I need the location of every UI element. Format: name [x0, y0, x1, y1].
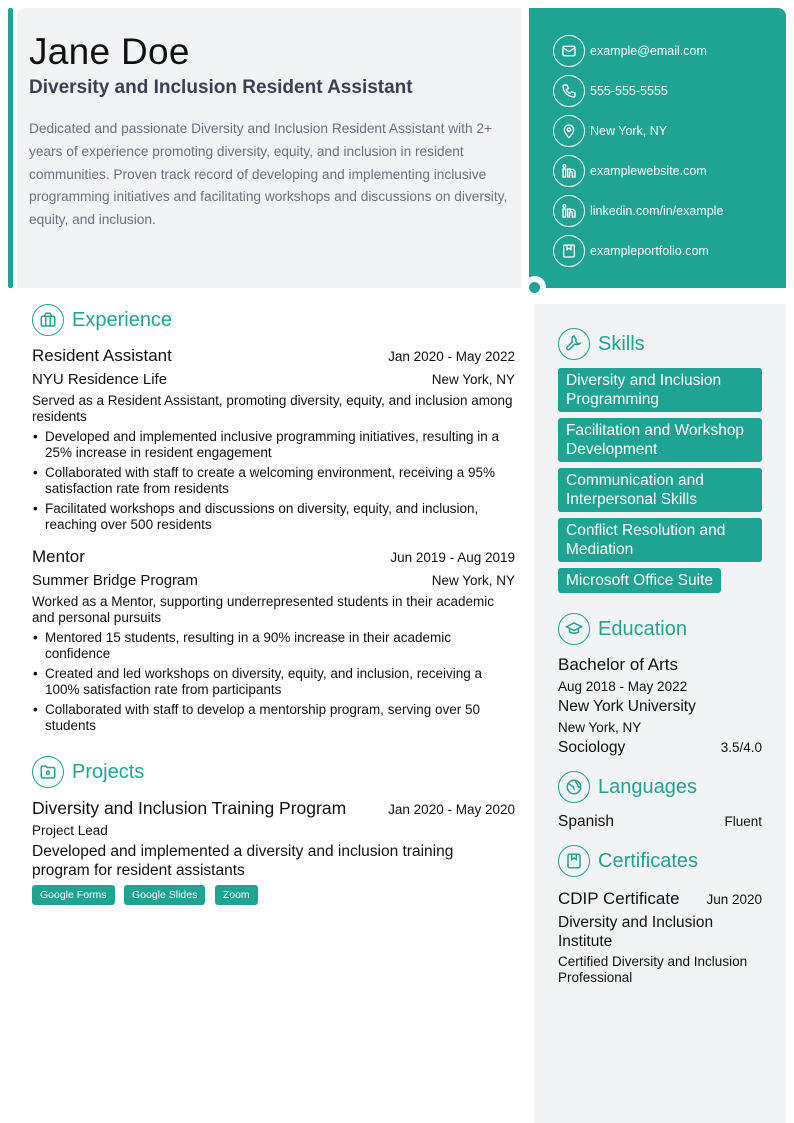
skill-tag: Microsoft Office Suite	[558, 568, 721, 593]
linkedin-icon	[553, 195, 585, 227]
projects-title: Projects	[72, 760, 145, 783]
graduation-cap-icon	[558, 613, 590, 645]
contact-location-text: New York, NY	[590, 124, 668, 138]
education-title: Education	[598, 617, 687, 640]
summary: Dedicated and passionate Diversity and Inclusion Resident Assistant with 2+ years of experience promoting diversity, equity, and inclusion in resident communities. Proven track record of developing and implementing inclusive programming initiatives and facilitating workshops and discussions on diversity, equity, and inclusion.	[29, 121, 508, 228]
job-org: Summer Bridge Program	[32, 572, 198, 589]
skill-tag: Diversity and Inclusion Programming	[558, 368, 762, 412]
project-description: Developed and implemented a diversity and inclusion training program for resident assistants	[32, 843, 454, 879]
language-entry	[558, 813, 762, 831]
decorative-dot	[529, 282, 540, 293]
languages-heading	[558, 771, 762, 803]
skill-tag: Communication and Interpersonal Skills	[558, 468, 762, 512]
header	[17, 8, 521, 288]
job-description: Worked as a Mentor, supporting underrepresented students in their academic and personal pursuits	[32, 594, 495, 625]
job-description: Served as a Resident Assistant, promoting diversity, equity, and inclusion among residents	[32, 393, 513, 424]
education-date: Aug 2018 - May 2022	[558, 679, 688, 694]
contact-email-text: example@email.com	[590, 44, 707, 58]
contact-email[interactable]	[553, 31, 786, 71]
language-level: Fluent	[724, 814, 762, 829]
globe-icon	[558, 771, 590, 803]
contact-linkedin[interactable]	[553, 191, 786, 231]
job-title: Resident Assistant	[32, 346, 172, 365]
contact-website[interactable]	[553, 151, 786, 191]
language-name: Spanish	[558, 813, 615, 830]
school: New York University	[558, 698, 696, 715]
experience-heading	[32, 304, 515, 336]
skills-title: Skills	[598, 332, 645, 355]
tag: Google Slides	[124, 885, 205, 905]
list-item: • Created and led workshops on diversity, equity, and inclusion, receiving a 100% satisfaction rate from participants	[32, 666, 515, 698]
school-location: New York, NY	[558, 720, 642, 735]
job-org: NYU Residence Life	[32, 371, 168, 388]
email-icon	[553, 35, 585, 67]
list-item: • Developed and implemented inclusive programming initiatives, resulting in a 25% increase in resident engagement	[32, 429, 515, 461]
contact-website-text: examplewebsite.com	[590, 164, 707, 178]
certificates-title: Certificates	[598, 849, 699, 872]
folder-icon	[32, 756, 64, 788]
header-accent-bar	[8, 8, 13, 288]
skill-tag: Facilitation and Workshop Development	[558, 418, 762, 462]
gpa: 3.5/4.0	[720, 740, 762, 755]
job-location: New York, NY	[431, 372, 515, 387]
portfolio-icon	[553, 235, 585, 267]
project-entry	[32, 798, 515, 905]
list-item: • Collaborated with staff to develop a mentorship program, serving over 50 students	[32, 702, 515, 734]
phone-icon	[553, 75, 585, 107]
candidate-title: Diversity and Inclusion Resident Assistant	[29, 77, 413, 98]
contact-portfolio[interactable]	[553, 231, 786, 271]
project-date: Jan 2020 - May 2020	[388, 802, 515, 817]
list-item: • Mentored 15 students, resulting in a 90% increase in their academic confidence	[32, 630, 515, 662]
job-location: New York, NY	[431, 573, 515, 588]
project-tags	[32, 885, 515, 905]
job-entry	[32, 547, 515, 734]
sidebar	[534, 304, 786, 1123]
certificate-name: CDIP Certificate	[558, 889, 680, 908]
certificate-date: Jun 2020	[706, 892, 762, 907]
certificate-entry	[558, 889, 762, 986]
certificate-icon	[558, 845, 590, 877]
list-item: • Collaborated with staff to create a welcoming environment, receiving a 95% satisfaction rate from residents	[32, 465, 515, 497]
job-date: Jan 2020 - May 2022	[388, 349, 515, 364]
field-of-study: Sociology	[558, 739, 626, 756]
education-heading	[558, 613, 762, 645]
list-item: • Facilitated workshops and discussions on diversity, equity, and inclusion, reaching over 500 residents	[32, 501, 515, 533]
wrench-icon	[558, 328, 590, 360]
job-date: Jun 2019 - Aug 2019	[390, 550, 515, 565]
candidate-name: Jane Doe	[29, 31, 190, 72]
certificate-issuer: Diversity and Inclusion Institute	[558, 914, 714, 950]
tag: Google Forms	[32, 885, 115, 905]
project-title: Diversity and Inclusion Training Program	[32, 798, 347, 818]
experience-title: Experience	[72, 308, 173, 331]
degree: Bachelor of Arts	[558, 655, 679, 674]
main-column	[32, 304, 515, 905]
contact-portfolio-text: exampleportfolio.com	[590, 244, 709, 258]
skills-list	[558, 368, 762, 599]
contact-panel	[529, 8, 786, 288]
certificate-description: Certified Diversity and Inclusion Professional	[558, 954, 748, 985]
briefcase-icon	[32, 304, 64, 336]
projects-heading	[32, 756, 515, 788]
job-bullets	[32, 429, 515, 533]
location-icon	[553, 115, 585, 147]
tag: Zoom	[215, 885, 258, 905]
job-title: Mentor	[32, 547, 85, 566]
education-entry	[558, 655, 762, 757]
certificates-heading	[558, 845, 762, 877]
job-entry	[32, 346, 515, 533]
languages-title: Languages	[598, 775, 697, 798]
job-bullets	[32, 630, 515, 734]
contact-linkedin-text: linkedin.com/in/example	[590, 204, 724, 218]
linkedin-icon	[553, 155, 585, 187]
contact-location	[553, 111, 786, 151]
contact-phone-text: 555-555-5555	[590, 84, 668, 98]
skills-heading	[558, 328, 762, 360]
skill-tag: Conflict Resolution and Mediation	[558, 518, 762, 562]
contact-phone[interactable]	[553, 71, 786, 111]
project-role: Project Lead	[32, 823, 108, 838]
